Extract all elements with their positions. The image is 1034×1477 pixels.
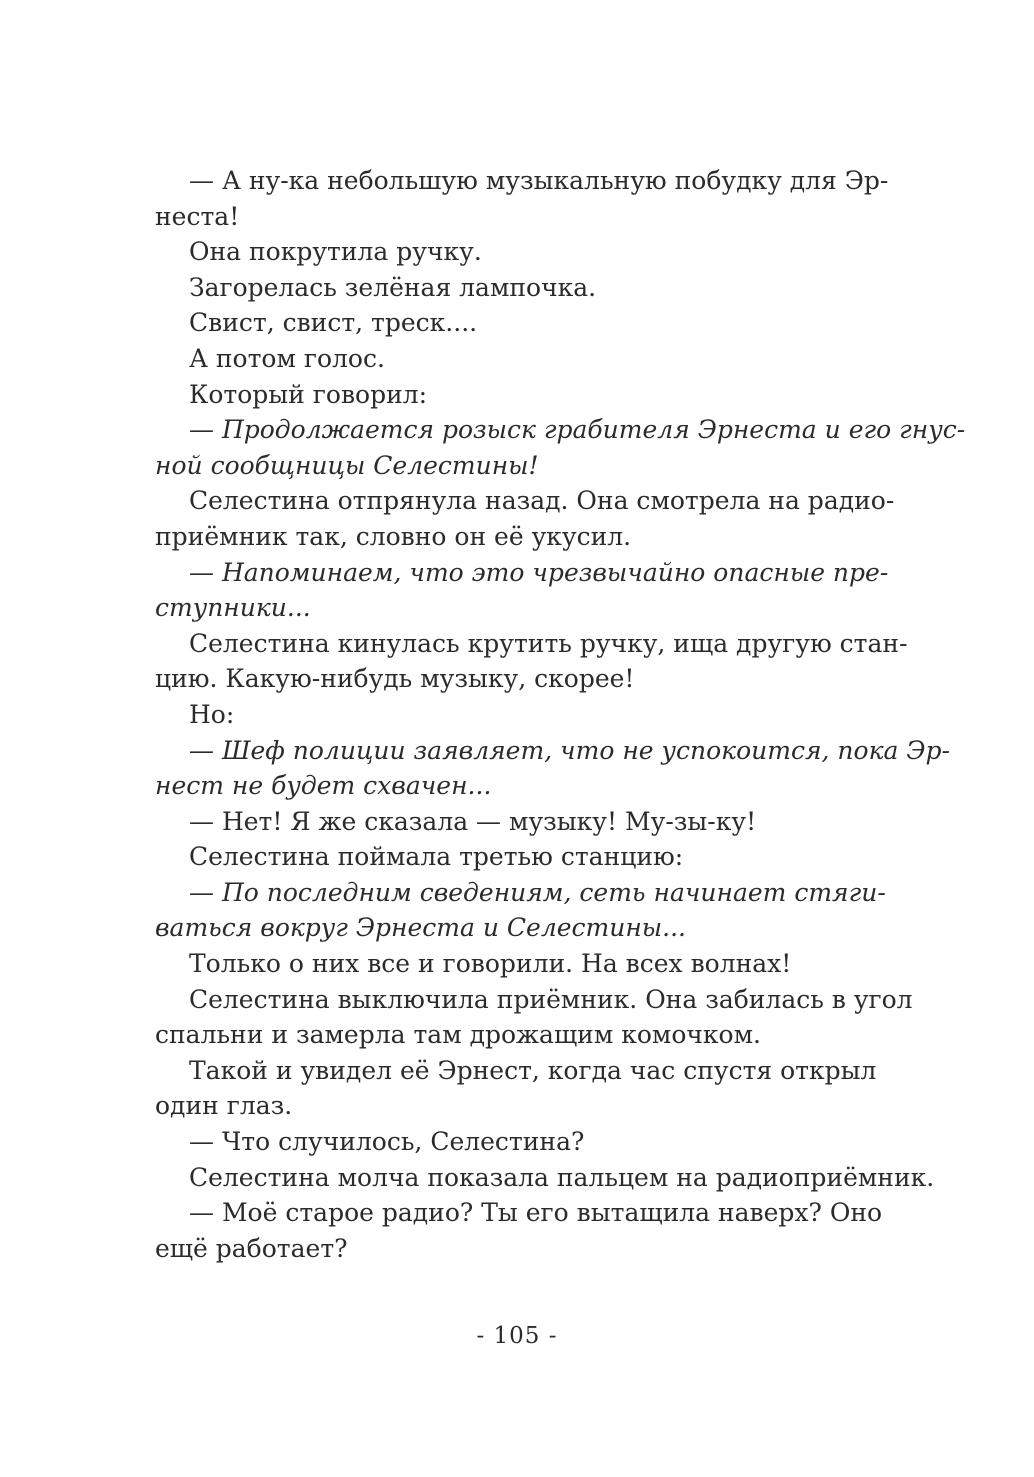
text-line: Который говорил: <box>189 379 428 409</box>
text-line: цию. Какую-нибудь музыку, скорее! <box>155 664 635 694</box>
text-line: Но: <box>189 699 235 729</box>
text-line: ступники... <box>155 593 311 623</box>
text-line: — Что случилось, Селестина? <box>189 1127 585 1157</box>
text-line: — Напоминаем, что это чрезвычайно опасные пре- <box>189 557 889 587</box>
text-line: Селестина кинулась крутить ручку, ища другую стан- <box>189 628 908 658</box>
text-line: ваться вокруг Эрнеста и Селестины... <box>155 913 687 943</box>
text-line: приёмник так, словно он её укусил. <box>155 521 632 551</box>
text-line: Загорелась зелёная лампочка. <box>189 272 597 302</box>
text-line: ной сообщницы Селестины! <box>155 450 539 480</box>
text-line: — Нет! Я же сказала — музыку! Му-зы-ку! <box>189 806 757 836</box>
text-line: Такой и увидел её Эрнест, когда час спустя открыл <box>189 1055 877 1085</box>
page-number: - 105 - <box>476 1323 558 1349</box>
text-line: — Продолжается розыск грабителя Эрнеста и его гнус- <box>189 415 966 445</box>
text-line: нест не будет схвачен... <box>155 771 492 801</box>
text-line: Селестина молча показала пальцем на радиоприёмник. <box>189 1162 935 1192</box>
text-line: ещё работает? <box>155 1233 348 1263</box>
text-line: неста! <box>155 201 240 231</box>
text-line: Только о них все и говорили. На всех волнах! <box>189 949 792 979</box>
text-line: — По последним сведениям, сеть начинает стяги- <box>189 877 886 907</box>
text-line: один глаз. <box>155 1091 293 1121</box>
text-line: Свист, свист, треск.... <box>189 308 478 338</box>
text-line: Селестина выключила приёмник. Она забилась в угол <box>189 984 913 1014</box>
text-line: А потом голос. <box>189 343 385 373</box>
text-line: Она покрутила ручку. <box>189 237 482 267</box>
text-line: — Моё старое радио? Ты его вытащила наверх? Оно <box>189 1198 883 1228</box>
text-line: спальни и замерла там дрожащим комочком. <box>155 1020 762 1050</box>
text-line: — А ну-ка небольшую музыкальную побудку для Эр- <box>189 166 889 195</box>
body-text <box>155 163 966 1266</box>
text-line: Селестина отпрянула назад. Она смотрела на радио- <box>189 486 895 516</box>
text-line: Селестина поймала третью станцию: <box>189 842 684 872</box>
text-line: — Шеф полиции заявляет, что не успокоится, пока Эр- <box>189 735 950 765</box>
